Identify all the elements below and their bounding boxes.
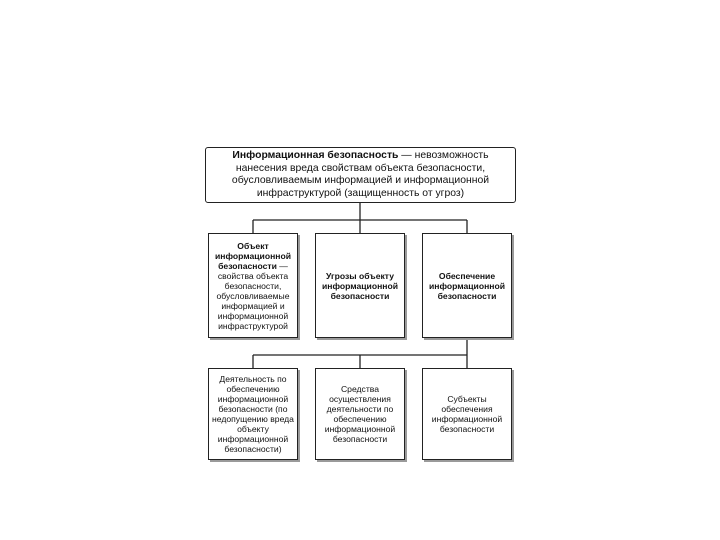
middle-box-security-object <box>208 233 298 338</box>
middle-box-security-object-definition: — свойства объекта безопасности, обусловливаемые информацией и информационной инфраструктурой <box>216 260 290 331</box>
top-box-information-security <box>205 147 516 203</box>
bottom-box-means <box>315 368 405 460</box>
bottom-box-activity <box>208 368 298 460</box>
bottom-box-subjects-label: Субъекты обеспечения информационной безопасности <box>431 394 503 434</box>
middle-box-threats-label: Угрозы объекту информационной безопасности <box>321 270 399 301</box>
middle-box-threats <box>315 233 405 338</box>
bottom-box-activity-label: Деятельность по обеспечению информационной безопасности (по недопущению вреда объекту информационной безопасности) <box>212 374 294 454</box>
top-box-definition: — невозможность нанесения вреда свойствам объекта безопасности, обусловливаемым информацией и информационной инфраструктурой (защищенность от угроз) <box>231 150 490 199</box>
bottom-box-subjects <box>422 368 512 460</box>
middle-box-security-object-term: Объект информационной безопасности <box>214 240 292 271</box>
bottom-box-means-label: Средства осуществления деятельности по обеспечению информационной безопасности <box>324 384 396 444</box>
middle-box-security-provision <box>422 233 512 338</box>
middle-box-security-provision-label: Обеспечение информационной безопасности <box>428 270 506 301</box>
top-box-term: Информационная безопасность <box>232 150 399 161</box>
